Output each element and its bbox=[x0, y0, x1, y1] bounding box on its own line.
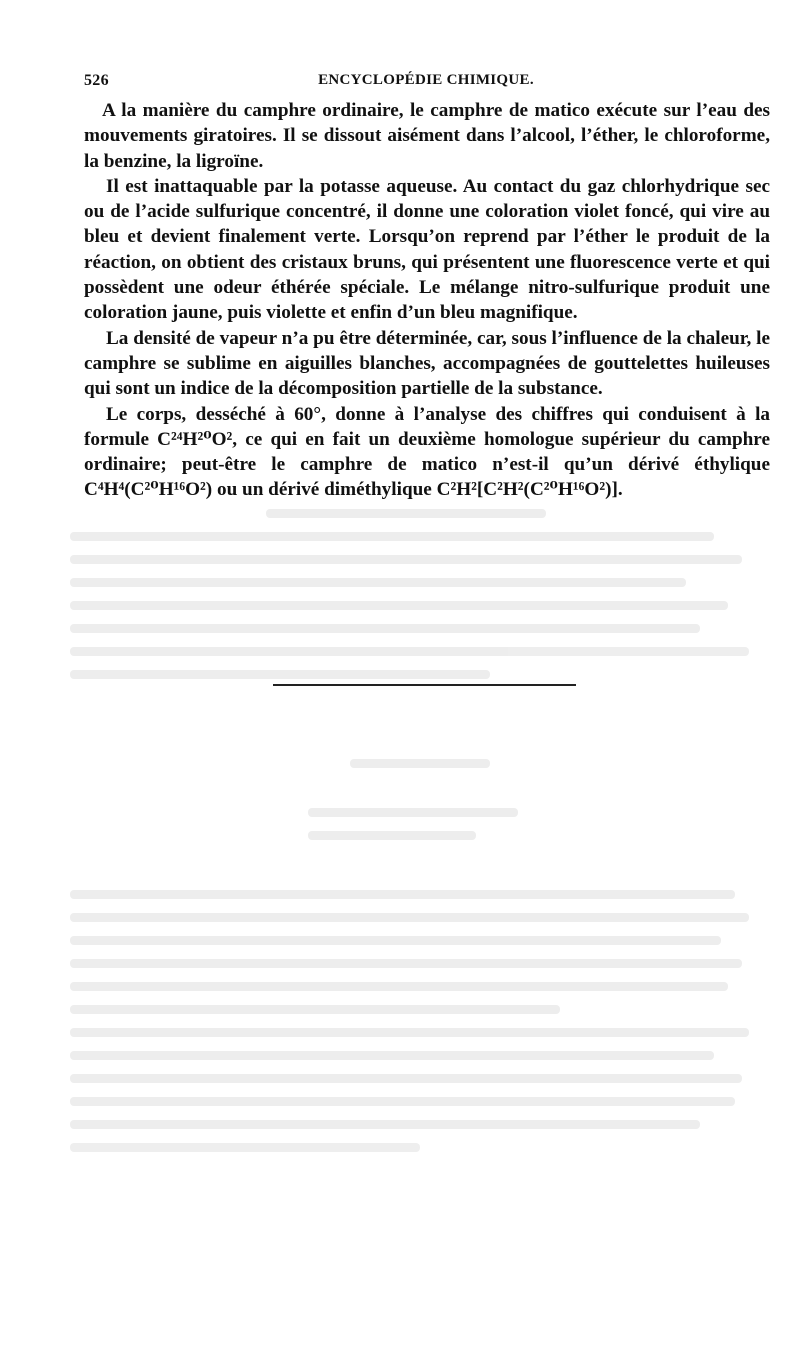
paragraph: La densité de vapeur n’a pu être déterminée, car, sous l’influence de la chaleur, le camphre se sublime en aiguilles blanches, accompagnées de gouttelettes huileuses qui sont un indice de la décomposition partielle de la substance. bbox=[84, 327, 770, 400]
body-text bbox=[84, 98, 770, 503]
section-divider-rule bbox=[273, 684, 576, 686]
running-header bbox=[84, 72, 768, 96]
page-number: 526 bbox=[84, 72, 109, 89]
paragraph: A la manière du camphre ordinaire, le camphre de matico exécute sur l’eau des mouvements giratoires. Il se dissout aisément dans l’alcool, l’éther, le chloroforme, la benzine, la ligroïne. bbox=[84, 100, 770, 172]
paragraph: Il est inattaquable par la potasse aqueuse. Au contact du gaz chlorhydrique sec ou de l’acide sulfurique concentré, il donne une coloration violet foncé, qui vire au bleu et devient finalement verte. Lorsqu’on reprend par l’éther le produit de la réaction, on obtient des cristaux bruns, qui présentent une fluorescence verte et qui possèdent une odeur éthérée spéciale. Le mélange nitro-sulfurique produit une coloration jaune, puis violette et enfin d’un bleu magnifique. bbox=[84, 175, 770, 324]
running-title: ENCYCLOPÉDIE CHIMIQUE. bbox=[318, 72, 534, 88]
paragraph: Le corps, desséché à 60°, donne à l’analyse des chiffres qui conduisent à la formule C²⁴H²⁰O², ce qui en fait un deuxième homologue supérieur du camphre ordinaire; peut-être le camphre de matico n’est-il qu’un dérivé éthylique C⁴H⁴(C²⁰H¹⁶O²) ou un dérivé diméthylique C²H²[C²H²(C²⁰H¹⁶O²)]. bbox=[84, 403, 770, 501]
bleed-through-text bbox=[70, 495, 770, 1265]
